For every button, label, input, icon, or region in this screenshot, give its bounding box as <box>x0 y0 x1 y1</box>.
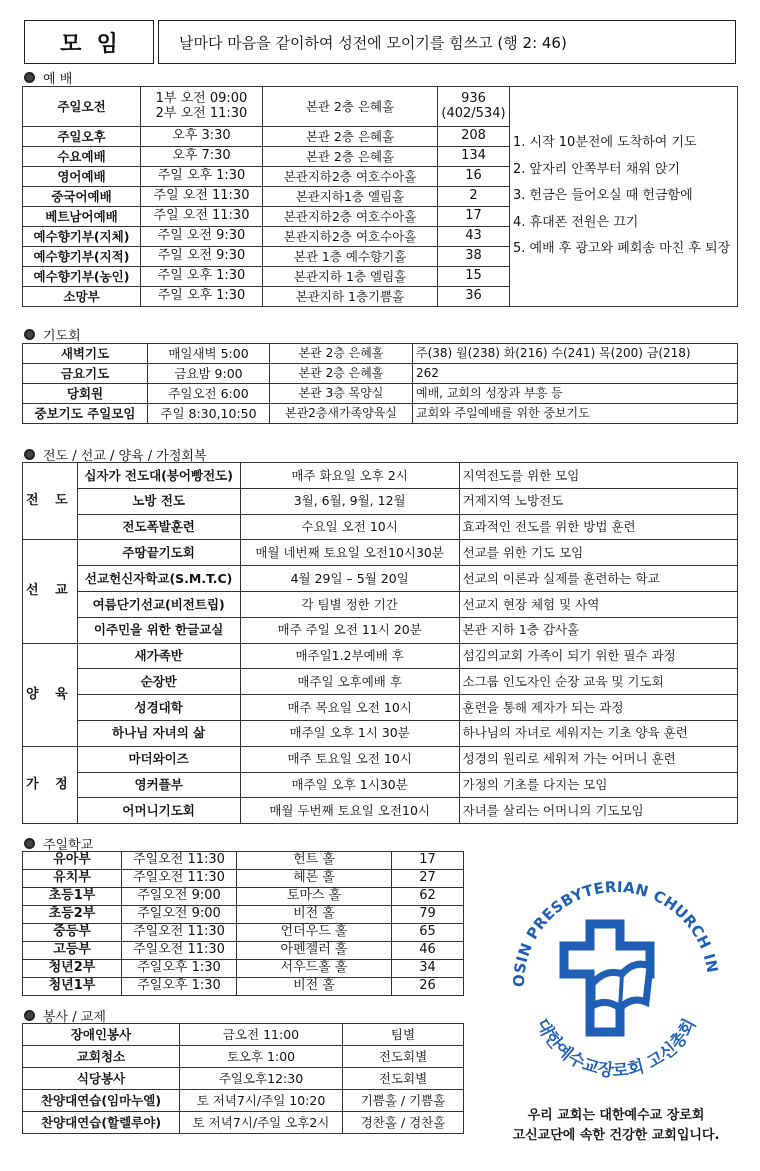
worship-count: 2 <box>438 187 510 207</box>
school-name: 유치부 <box>23 870 122 888</box>
worship-place: 본관지하 1층 엘림홀 <box>263 267 438 287</box>
bullet-icon <box>24 1010 35 1021</box>
table-row <box>23 888 464 906</box>
table-row <box>23 1112 464 1134</box>
school-name: 유아부 <box>23 852 122 870</box>
worship-name: 수요예배 <box>23 147 141 167</box>
table-row <box>23 798 738 824</box>
table-row <box>23 1068 464 1090</box>
service-table <box>22 1023 464 1134</box>
school-name: 고등부 <box>23 942 122 960</box>
mission-time: 매주 화요일 오후 2시 <box>240 463 459 489</box>
worship-name: 예수향기부(농인) <box>23 267 141 287</box>
worship-time: 주일 오전 9:30 <box>141 227 263 247</box>
worship-count: 208 <box>438 127 510 147</box>
mission-group-label: 가 정 <box>23 746 78 823</box>
worship-count: 17 <box>438 207 510 227</box>
worship-count: 16 <box>438 167 510 187</box>
mission-time: 매주일1.2부예배 후 <box>240 643 459 669</box>
bullet-icon <box>24 449 35 460</box>
prayer-time: 주일오전 6:00 <box>148 384 270 404</box>
mission-time: 매주 주일 오전 11시 20분 <box>240 617 459 643</box>
footer-text <box>476 1106 756 1146</box>
mission-desc: 선교지 현장 체험 및 사역 <box>459 591 737 617</box>
table-row <box>23 1090 464 1112</box>
mission-desc: 가정의 기초를 다지는 모임 <box>459 772 737 798</box>
prayer-name: 새벽기도 <box>23 344 148 364</box>
worship-place: 본관지하 1층기쁨홀 <box>263 287 438 307</box>
mission-time: 매주 토요일 오전 10시 <box>240 746 459 772</box>
table-row <box>23 772 738 798</box>
service-who: 전도회별 <box>343 1046 464 1068</box>
school-place: 헌트 홀 <box>237 852 392 870</box>
mission-name: 노방 전도 <box>77 488 240 514</box>
worship-place: 본관지하2층 여호수아홀 <box>263 227 438 247</box>
mission-time: 매주일 오후 1시30분 <box>240 772 459 798</box>
mission-time: 매주 목요일 오전 10시 <box>240 695 459 721</box>
worship-time: 주일 오전 11:30 <box>141 207 263 227</box>
worship-time: 주일 오전 9:30 <box>141 247 263 267</box>
table-row <box>23 720 738 746</box>
mission-name: 전도폭발훈련 <box>77 514 240 540</box>
worship-count: 36 <box>438 287 510 307</box>
worship-table <box>22 86 738 307</box>
worship-time: 1부 오전 09:00 2부 오전 11:30 <box>141 87 263 127</box>
school-count: 26 <box>392 978 464 996</box>
logo-emblem-icon <box>494 862 738 1106</box>
worship-time: 주일 오후 1:30 <box>141 287 263 307</box>
table-row <box>23 924 464 942</box>
mission-name: 성경대학 <box>77 695 240 721</box>
mission-name: 영커플부 <box>77 772 240 798</box>
school-place: 비전 홀 <box>237 906 392 924</box>
school-count: 65 <box>392 924 464 942</box>
section-sunday-school-heading: 주일학교 <box>24 834 93 853</box>
prayer-time: 주일 8:30,10:50 <box>148 404 270 424</box>
school-place: 아펜젤러 홀 <box>237 942 392 960</box>
worship-name: 예수향기부(지적) <box>23 247 141 267</box>
table-row <box>23 852 464 870</box>
worship-name: 중국어예배 <box>23 187 141 207</box>
table-row <box>23 695 738 721</box>
worship-rule-item: 3. 헌금은 들어오실 때 헌금함에 <box>513 188 693 204</box>
worship-name: 예수향기부(지체) <box>23 227 141 247</box>
prayer-note: 예배, 교회의 성장과 부흥 등 <box>413 384 738 404</box>
prayer-place: 본관 2층 은혜홀 <box>270 344 413 364</box>
worship-name: 주일오후 <box>23 127 141 147</box>
school-count: 62 <box>392 888 464 906</box>
service-name: 찬양대연습(임마누엘) <box>23 1090 180 1112</box>
mission-desc: 성경의 원리로 세워져 가는 어머니 훈련 <box>459 746 737 772</box>
worship-rule-item: 5. 예배 후 광고와 폐회송 마친 후 퇴장 <box>513 241 731 257</box>
school-count: 79 <box>392 906 464 924</box>
table-row <box>23 591 738 617</box>
worship-count: 38 <box>438 247 510 267</box>
worship-count: 134 <box>438 147 510 167</box>
school-place: 비전 홀 <box>237 978 392 996</box>
table-row <box>23 488 738 514</box>
table-row <box>23 617 738 643</box>
prayer-table <box>22 343 738 424</box>
mission-name: 마더와이즈 <box>77 746 240 772</box>
school-time: 주일오후 1:30 <box>122 978 237 996</box>
service-name: 찬양대연습(할렐루야) <box>23 1112 180 1134</box>
mission-desc: 본관 지하 1층 감사홀 <box>459 617 737 643</box>
table-row <box>23 404 738 424</box>
mission-desc: 지역전도를 위한 모임 <box>459 463 737 489</box>
mission-desc: 선교를 위한 기도 모임 <box>459 540 737 566</box>
mission-name: 주땅끝기도회 <box>77 540 240 566</box>
footer-line-1: 우리 교회는 대한예수교 장로회 <box>527 1108 705 1123</box>
header-verse: 날마다 마음을 같이하여 성전에 모이기를 힘쓰고 (행 2: 46) <box>179 33 567 52</box>
worship-count: 15 <box>438 267 510 287</box>
table-row <box>23 566 738 592</box>
prayer-place: 본관 3층 목양실 <box>270 384 413 404</box>
table-row <box>23 384 738 404</box>
school-time: 주일오전 11:30 <box>122 852 237 870</box>
denomination-logo <box>494 862 738 1106</box>
school-place: 언더우드 홀 <box>237 924 392 942</box>
worship-time: 주일 오후 1:30 <box>141 167 263 187</box>
table-row <box>23 540 738 566</box>
school-place: 토마스 홀 <box>237 888 392 906</box>
school-count: 17 <box>392 852 464 870</box>
worship-place: 본관 2층 은혜홀 <box>263 147 438 167</box>
table-row <box>23 463 738 489</box>
prayer-note: 262 <box>413 364 738 384</box>
mission-desc: 거제지역 노방전도 <box>459 488 737 514</box>
mission-name: 십자가 전도대(붕어빵전도) <box>77 463 240 489</box>
bullet-icon <box>24 329 35 340</box>
svg-text:대한예수교장로회 고신총회: 대한예수교장로회 고신총회 <box>531 1015 701 1082</box>
service-name: 식당봉사 <box>23 1068 180 1090</box>
worship-place: 본관 1층 예수향기홀 <box>263 247 438 267</box>
service-time: 주일오후12:30 <box>180 1068 343 1090</box>
school-count: 46 <box>392 942 464 960</box>
service-time: 토 저녁7시/주일 10:20 <box>180 1090 343 1112</box>
table-row <box>23 746 738 772</box>
table-row <box>23 669 738 695</box>
school-time: 주일오전 9:00 <box>122 906 237 924</box>
prayer-place: 본관 2층 은혜홀 <box>270 364 413 384</box>
section-service-heading: 봉사 / 교제 <box>24 1006 106 1025</box>
mission-name: 새가족반 <box>77 643 240 669</box>
school-count: 27 <box>392 870 464 888</box>
mission-group-label: 선 교 <box>23 540 78 643</box>
mission-desc: 훈련을 통해 제자가 되는 과정 <box>459 695 737 721</box>
school-name: 초등1부 <box>23 888 122 906</box>
service-who: 팀별 <box>343 1024 464 1046</box>
worship-name: 베트남어예배 <box>23 207 141 227</box>
worship-name: 주일오전 <box>23 87 141 127</box>
service-who: 경찬홀 / 경찬홀 <box>343 1112 464 1134</box>
table-row <box>23 87 738 127</box>
school-time: 주일오후 1:30 <box>122 960 237 978</box>
mission-time: 매월 두번째 토요일 오전10시 <box>240 798 459 824</box>
worship-rule-item: 4. 휴대폰 전원은 끄기 <box>513 214 639 230</box>
table-row <box>23 1024 464 1046</box>
table-row <box>23 906 464 924</box>
worship-rule-item: 2. 앞자리 안쪽부터 채워 앉기 <box>513 161 681 177</box>
table-row <box>23 978 464 996</box>
worship-time: 오후 3:30 <box>141 127 263 147</box>
worship-time: 주일 오전 11:30 <box>141 187 263 207</box>
service-name: 교회청소 <box>23 1046 180 1068</box>
mission-name: 여름단기선교(비전트립) <box>77 591 240 617</box>
prayer-note: 교회와 주일예배를 위한 중보기도 <box>413 404 738 424</box>
section-worship-heading: 예 배 <box>24 68 72 87</box>
header-verse-box <box>158 20 736 64</box>
service-time: 토 저녁7시/주일 오후2시 <box>180 1112 343 1134</box>
table-row <box>23 1046 464 1068</box>
worship-name: 소망부 <box>23 287 141 307</box>
service-time: 금오전 11:00 <box>180 1024 343 1046</box>
bullet-icon <box>24 838 35 849</box>
school-count: 34 <box>392 960 464 978</box>
mission-time: 3월, 6월, 9월, 12월 <box>240 488 459 514</box>
school-name: 청년1부 <box>23 978 122 996</box>
table-row <box>23 344 738 364</box>
school-place: 서우드홀 홀 <box>237 960 392 978</box>
worship-count: 936 (402/534) <box>438 87 510 127</box>
worship-place: 본관지하1층 엘림홀 <box>263 187 438 207</box>
table-row <box>23 643 738 669</box>
school-time: 주일오전 11:30 <box>122 870 237 888</box>
table-row <box>23 514 738 540</box>
worship-time: 오후 7:30 <box>141 147 263 167</box>
mission-name: 이주민을 위한 한글교실 <box>77 617 240 643</box>
worship-time: 주일 오후 1:30 <box>141 267 263 287</box>
mission-time: 4월 29일 – 5월 20일 <box>240 566 459 592</box>
school-time: 주일오전 11:30 <box>122 942 237 960</box>
prayer-name: 중보기도 주일모임 <box>23 404 148 424</box>
sunday-school-table <box>22 851 464 996</box>
mission-desc: 섬김의교회 가족이 되기 위한 필수 과정 <box>459 643 737 669</box>
mission-name: 순장반 <box>77 669 240 695</box>
school-time: 주일오전 11:30 <box>122 924 237 942</box>
mission-time: 수요일 오전 10시 <box>240 514 459 540</box>
worship-name: 영어예배 <box>23 167 141 187</box>
worship-place: 본관 2층 은혜홀 <box>263 87 438 127</box>
prayer-name: 금요기도 <box>23 364 148 384</box>
worship-place: 본관지하2층 여호수아홀 <box>263 167 438 187</box>
header-title-box <box>24 20 154 64</box>
table-row <box>23 942 464 960</box>
worship-rules <box>510 87 738 307</box>
mission-name: 선교헌신자학교(S.M.T.C) <box>77 566 240 592</box>
mission-name: 어머니기도회 <box>77 798 240 824</box>
svg-text:THE KOSIN PRESBYTERIAN CHURCH: OSIN PRESBYTERIAN CHURCH IN <box>509 877 722 988</box>
bullet-icon <box>24 72 35 83</box>
worship-rule-item: 1. 시작 10분전에 도착하여 기도 <box>513 135 697 151</box>
school-name: 청년2부 <box>23 960 122 978</box>
prayer-time: 금요밤 9:00 <box>148 364 270 384</box>
table-row <box>23 870 464 888</box>
mission-name: 하나님 자녀의 삶 <box>77 720 240 746</box>
mission-desc: 소그룹 인도자인 순장 교육 및 기도회 <box>459 669 737 695</box>
worship-count: 43 <box>438 227 510 247</box>
prayer-time: 매일새벽 5:00 <box>148 344 270 364</box>
mission-time: 각 팀별 정한 기간 <box>240 591 459 617</box>
mission-table <box>22 462 738 824</box>
section-mission-heading: 전도 / 선교 / 양육 / 가정회복 <box>24 445 207 464</box>
prayer-note: 주(38) 월(238) 화(216) 수(241) 목(200) 금(218) <box>413 344 738 364</box>
header-title: 모 임 <box>60 31 118 57</box>
prayer-name: 당회원 <box>23 384 148 404</box>
mission-desc: 자녀를 살리는 어머니의 기도모임 <box>459 798 737 824</box>
worship-place: 본관 2층 은혜홀 <box>263 127 438 147</box>
mission-time: 매월 네번째 토요일 오전10시30분 <box>240 540 459 566</box>
service-name: 장애인봉사 <box>23 1024 180 1046</box>
service-time: 토오후 1:00 <box>180 1046 343 1068</box>
mission-desc: 효과적인 전도를 위한 방법 훈련 <box>459 514 737 540</box>
table-row <box>23 960 464 978</box>
mission-desc: 하나님의 자녀로 세워지는 기초 양육 훈련 <box>459 720 737 746</box>
school-name: 중등부 <box>23 924 122 942</box>
worship-place: 본관지하2층 여호수아홀 <box>263 207 438 227</box>
school-time: 주일오전 9:00 <box>122 888 237 906</box>
mission-desc: 선교의 이론과 실제를 훈련하는 학교 <box>459 566 737 592</box>
school-name: 초등2부 <box>23 906 122 924</box>
footer-line-2: 고신교단에 속한 건강한 교회입니다. <box>512 1128 720 1143</box>
table-row <box>23 364 738 384</box>
mission-time: 매주일 오후 1시 30분 <box>240 720 459 746</box>
school-place: 헤론 홀 <box>237 870 392 888</box>
section-prayer-heading: 기도회 <box>24 325 81 344</box>
mission-time: 매주일 오후예배 후 <box>240 669 459 695</box>
mission-group-label: 양 육 <box>23 643 78 746</box>
service-who: 기쁨홀 / 기쁨홀 <box>343 1090 464 1112</box>
prayer-place: 본관2층새가족양육실 <box>270 404 413 424</box>
service-who: 전도회별 <box>343 1068 464 1090</box>
mission-group-label: 전 도 <box>23 463 78 540</box>
